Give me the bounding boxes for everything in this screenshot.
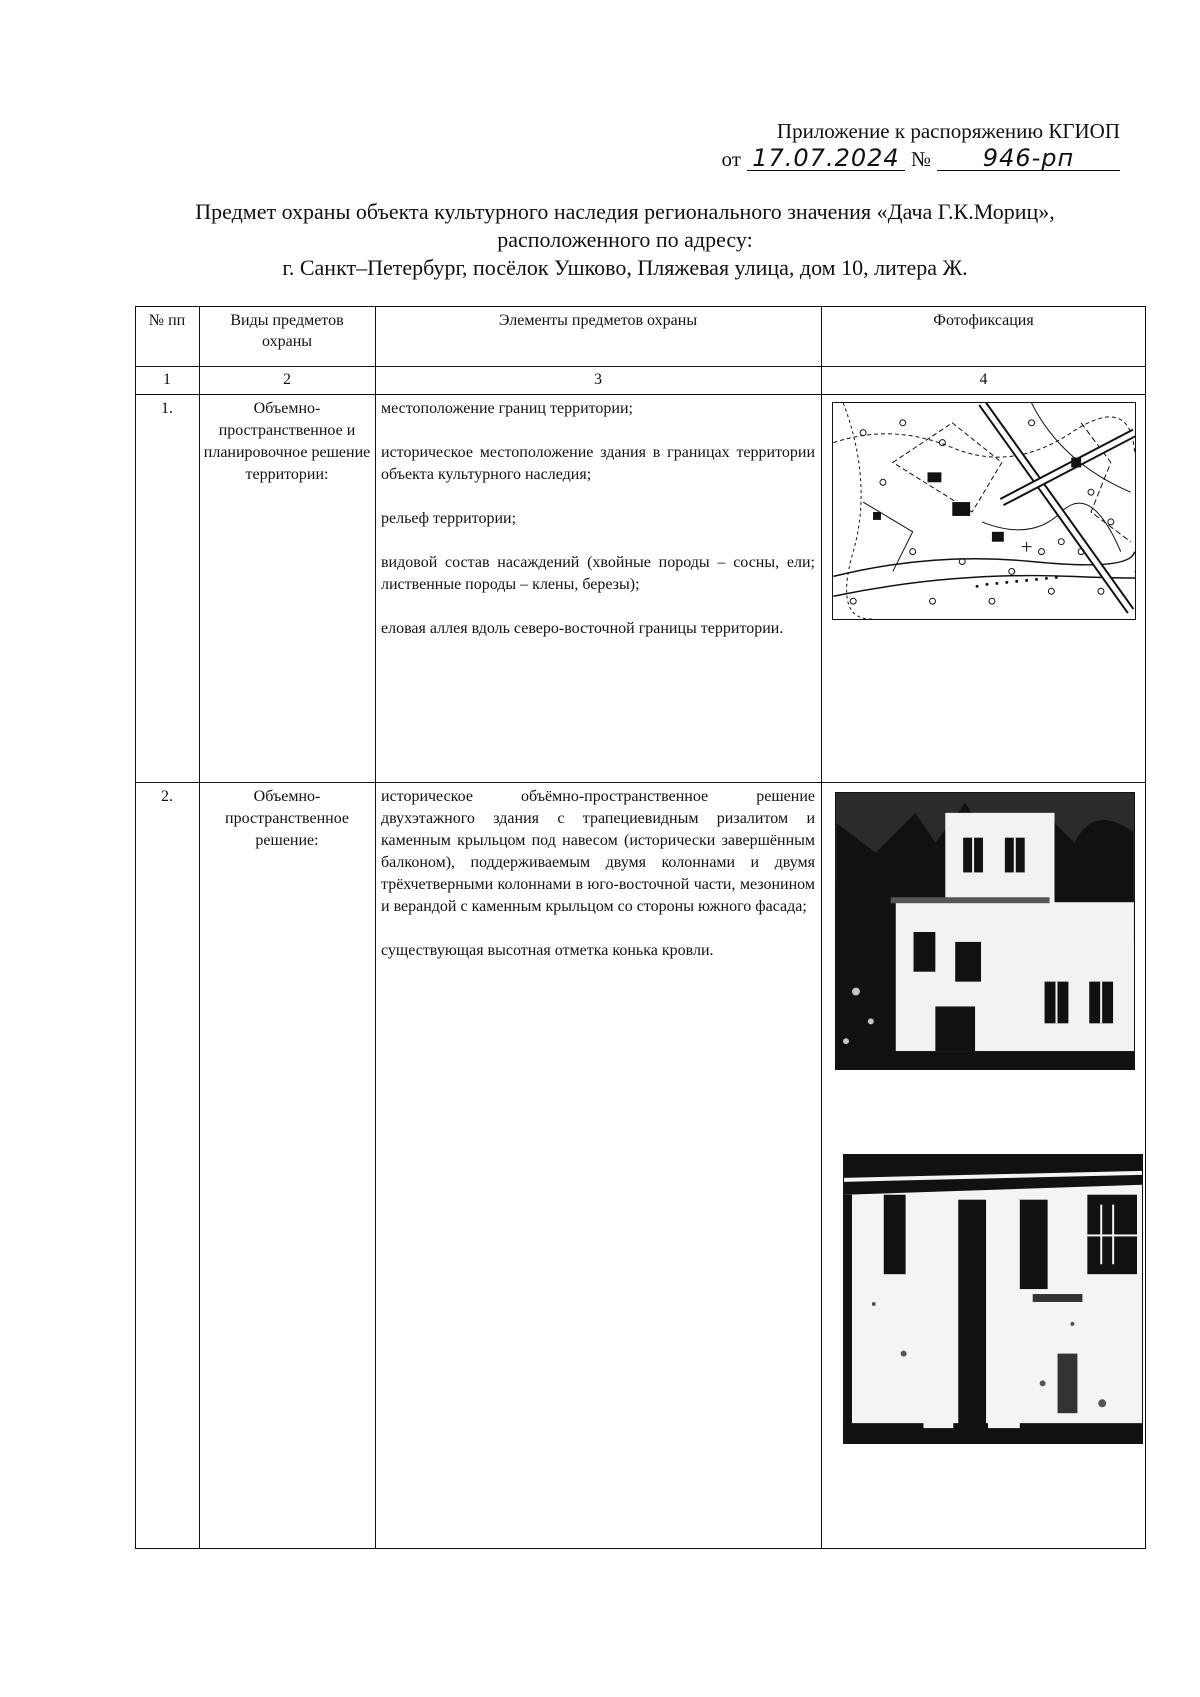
title-line-2: расположенного по адресу: xyxy=(497,227,753,252)
element-item: историческое местоположение здания в границах территории объекта культурного наследия; xyxy=(381,444,815,483)
building-facade-photo xyxy=(835,792,1135,1070)
header-elements: Элементы предметов охраны xyxy=(498,312,698,329)
header-num: № пп xyxy=(148,312,186,329)
porch-columns-photo xyxy=(843,1154,1143,1444)
row-divider xyxy=(135,366,1146,367)
row-divider xyxy=(135,782,1146,783)
element-item: еловая аллея вдоль северо-восточной границы территории. xyxy=(381,620,784,637)
col-number: 1 xyxy=(163,371,171,388)
element-item: историческое объёмно-пространственное решение двухэтажного здания с трапециевидным ризалитом и каменным крыльцом под навесом (исторически завершённым балконом), поддерживаемым двумя колоннами и двумя трёхчетверными колоннами в юго-восточной части, мезонином и верандой с каменным крыльцом со стороны южного фасада; xyxy=(381,788,815,915)
element-item: видовой состав насаждений (хвойные породы – сосны, ели; лиственные породы – клены, березы); xyxy=(381,554,815,593)
header-type: Виды предметов охраны xyxy=(230,312,344,350)
row-number: 2. xyxy=(161,788,173,805)
col-divider xyxy=(199,306,200,1549)
title-line-3: г. Санкт–Петербург, посёлок Ушково, Пляжевая улица, дом 10, литера Ж. xyxy=(282,255,968,280)
protection-type: Объемно-пространственное и планировочное решение территории: xyxy=(203,400,371,483)
row-number: 1. xyxy=(161,400,173,417)
order-date: 17.07.2024 xyxy=(747,146,905,171)
title-line-1: Предмет охраны объекта культурного наследия регионального значения «Дача Г.К.Мориц», xyxy=(195,199,1055,224)
col-number: 2 xyxy=(283,371,291,388)
facade-icon xyxy=(836,793,1134,1069)
appendix-title: Приложение к распоряжению КГИОП xyxy=(776,119,1120,143)
order-number: 946-рп xyxy=(937,146,1120,171)
col-divider xyxy=(821,306,822,1549)
col-number: 3 xyxy=(594,371,602,388)
number-label: № xyxy=(910,147,931,171)
appendix-header xyxy=(700,118,1120,172)
protection-elements xyxy=(381,398,815,662)
order-line xyxy=(700,146,1120,172)
element-item: существующая высотная отметка конька кровли. xyxy=(381,942,714,959)
col-number: 4 xyxy=(979,371,988,388)
protection-type: Объемно-пространственное решение: xyxy=(225,788,349,849)
map-icon xyxy=(833,403,1135,619)
site-plan-map xyxy=(832,402,1136,620)
protection-table xyxy=(135,306,1146,1549)
from-label: от xyxy=(721,147,741,171)
row-divider xyxy=(135,394,1146,395)
col-divider xyxy=(375,306,376,1549)
header-photo: Фотофиксация xyxy=(933,312,1034,329)
protection-elements xyxy=(381,786,815,984)
columns-icon xyxy=(844,1155,1142,1443)
element-item: местоположение границ территории; xyxy=(381,400,633,417)
document-title xyxy=(130,198,1120,282)
element-item: рельеф территории; xyxy=(381,510,517,527)
